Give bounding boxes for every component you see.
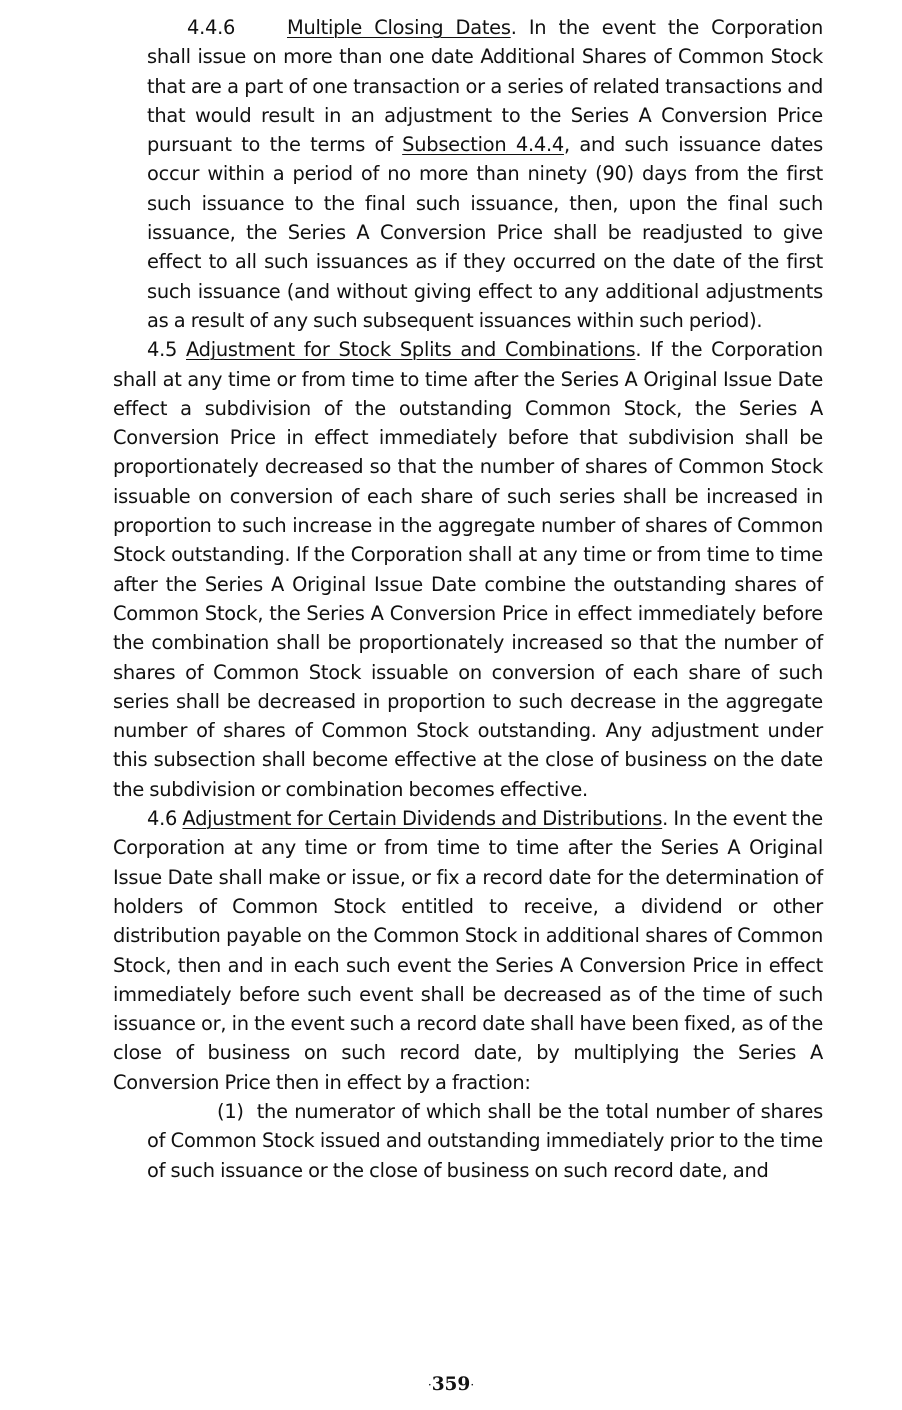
section-number: 4.4.6 <box>187 16 236 39</box>
section-4-5 <box>113 335 823 804</box>
page-number: 359 <box>431 1374 471 1395</box>
item-1 <box>113 1097 823 1185</box>
page-footer <box>0 1374 902 1395</box>
section-4-6 <box>113 804 823 1097</box>
section-heading: Multiple Closing Dates <box>287 16 511 39</box>
section-heading: Adjustment for Certain Dividends and Distributions <box>182 807 663 831</box>
item-text: the numerator of which shall be the total number of shares of Common Stock issued and outstanding immediately prior to the time of such issuance or the close of business on such record date, and <box>147 1099 823 1182</box>
item-number: (1) <box>217 1099 244 1123</box>
footer-dot: · <box>470 1378 475 1392</box>
section-4-4-6 <box>113 13 823 335</box>
section-heading: Adjustment for Stock Splits and Combinations <box>186 338 636 362</box>
section-number: 4.5 <box>147 338 178 362</box>
cross-reference: Subsection 4.4.4 <box>402 133 564 157</box>
section-text: . If the Corporation shall at any time or from time to time after the Series A Original Issue Date effect a subdivision of the outstanding Common Stock, the Series A Conversion Price in effect immediately before that subdivision shall be proportionately decreased so that the number of shares of Common Stock issuable on conversion of each share of such series shall be increased in proportion to such increase in the aggregate number of shares of Common Stock outstanding. If the Corporation shall at any time or from time to time after the Series A Original Issue Date combine the outstanding shares of Common Stock, the Series A Conversion Price in effect immediately before the combination shall be proportionately increased so that the number of shares of Common Stock issuable on conversion of each share of such series shall be decreased in proportion to such decrease in the aggregate number of shares of Common Stock outstanding. Any adjustment under this subsection shall become effective at the close of business on the date the subdivision or combination becomes effective. <box>113 338 823 801</box>
section-number: 4.6 <box>147 807 178 831</box>
body-text <box>113 13 823 1185</box>
footer-dot: · <box>427 1378 432 1392</box>
section-text: . In the event the Corporation shall issue on more than one date Additional Shares of Common Stock that are a part of one transaction or a series of related transactions and that would result in an adjustment to the Series A Conversion Price pursuant to the terms of <box>147 16 823 157</box>
section-text: , and such issuance dates occur within a period of no more than ninety (90) days from the first such issuance to the final such issuance, then, upon the final such issuance, the Series A Conversion Price shall be readjusted to give effect to all such issuances as if they occurred on the date of the first such issuance (and without giving effect to any additional adjustments as a result of any such subsequent issuances within such period). <box>147 133 823 332</box>
section-text: . In the event the Corporation at any time or from time to time after the Series A Original Issue Date shall make or issue, or fix a record date for the determination of holders of Common Stock entitled to receive, a dividend or other distribution payable on the Common Stock in additional shares of Common Stock, then and in each such event the Series A Conversion Price in effect immediately before such event shall be decreased as of the time of such issuance or, in the event such a record date shall have been fixed, as of the close of business on such record date, by multiplying the Series A Conversion Price then in effect by a fraction: <box>113 807 823 1094</box>
